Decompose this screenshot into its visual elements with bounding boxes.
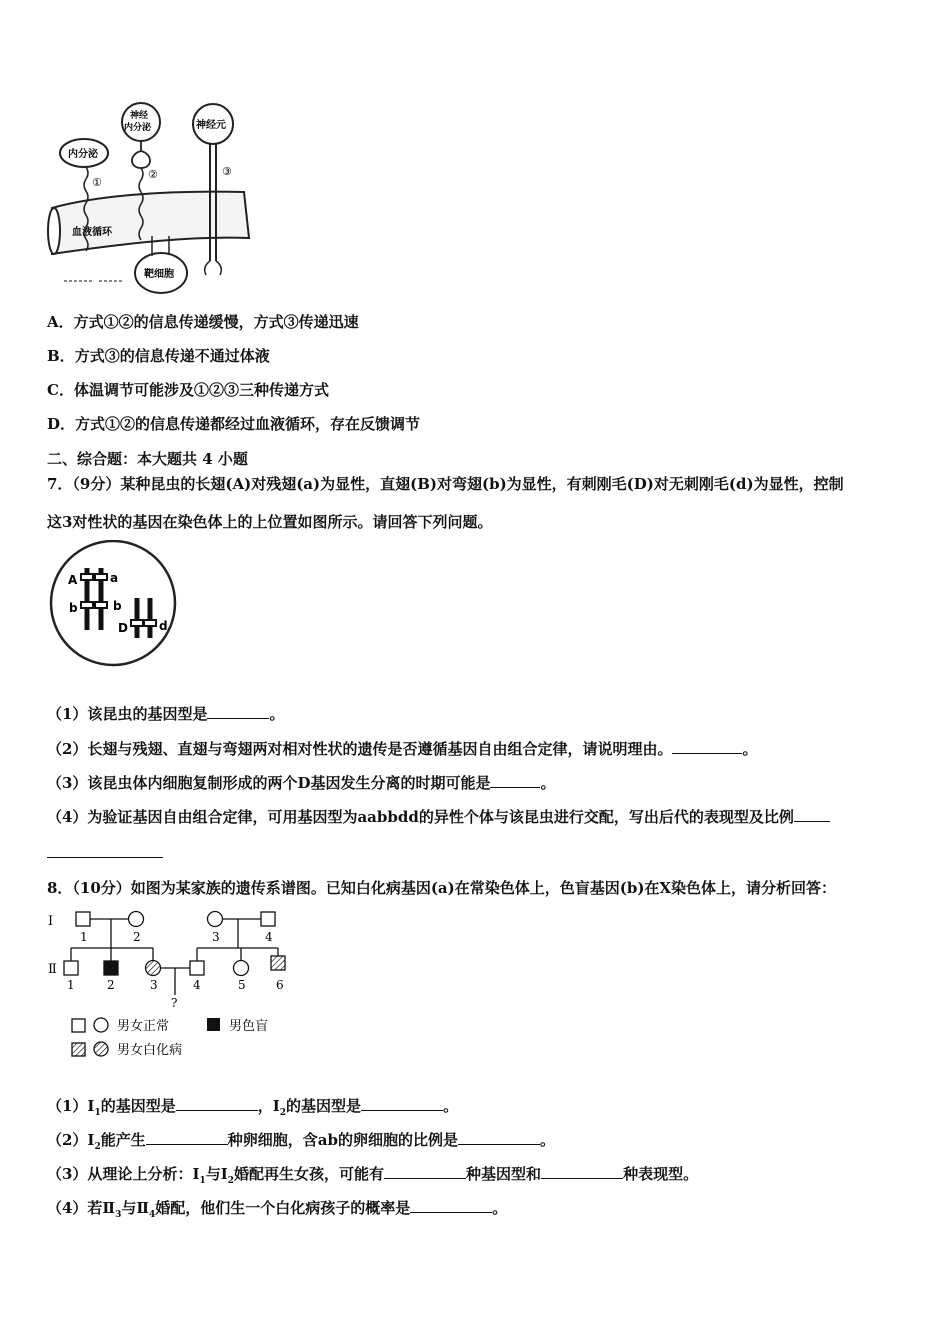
q7-stem-line1: 7．（9分）某种昆虫的长翅(A)对残翅(a)为显性，直翅(B)对弯翅(b)为显性，有刺刚毛(D)对无刺刚毛(d)为显性，控制 (47, 475, 844, 493)
allele-d: d (159, 619, 168, 633)
option-b: B．方式③的信息传递不通过体液 (47, 347, 270, 365)
allele-b-left: b (69, 601, 78, 615)
II-3-female-albinism (146, 961, 161, 976)
mark-3: ③ (222, 165, 232, 178)
allele-a: a (110, 571, 119, 585)
legend-male-albinism-symbol (72, 1043, 85, 1056)
legend-colorblind-symbol (207, 1018, 220, 1031)
q8-stem: 8．（10分）如图为某家族的遗传系谱图。已知白化病基因(a)在常染色体上，色盲基因(b)在X染色体上，请分析回答： (47, 879, 837, 897)
II-5-female-normal (234, 961, 249, 976)
legend-female-albinism-symbol (94, 1042, 108, 1056)
I-2-female-normal (129, 912, 144, 927)
q7-sub2: （2）长翅与残翅、直翅与弯翅两对相对性状的遗传是否遵循基因自由组合定律，请说明理由。 。 (47, 740, 758, 758)
allele-A: A (68, 573, 78, 587)
offspring-question-mark: ? (171, 996, 178, 1010)
mark-1: ① (92, 176, 102, 189)
q7-sub4: （4）为验证基因自由组合定律，可用基因型为aabbdd的异性个体与该昆虫进行交配，写出后代的表现型及比例 (47, 806, 830, 827)
q7-sub3: （3）该昆虫体内细胞复制形成的两个D基因发生分离的时期可能是 。 (47, 774, 556, 792)
label-II-3: 3 (150, 978, 158, 992)
endocrine-label: 内分泌 (68, 149, 98, 160)
option-c: C．体温调节可能涉及①②③三种传递方式 (47, 381, 329, 399)
signal-transfer-diagram (44, 96, 254, 301)
label-I-4: 4 (265, 930, 273, 944)
target-cell-label: 靶细胞 (144, 269, 174, 280)
II-6-male-albinism (271, 956, 285, 970)
legend-albinism-label: 男女白化病 (117, 1043, 183, 1058)
legend-colorblind-label: 男色盲 (229, 1019, 269, 1034)
label-I-3: 3 (212, 930, 220, 944)
allele-D: D (118, 621, 128, 635)
chromosome-diagram (47, 540, 182, 668)
section-heading: 二、综合题：本大题共 4 小题 (47, 450, 248, 468)
legend-male-normal-symbol (72, 1019, 85, 1032)
legend-normal-label: 男女正常 (117, 1019, 170, 1034)
mark-2: ② (148, 168, 158, 181)
option-a: A．方式①②的信息传递缓慢，方式③传递迅速 (47, 313, 359, 331)
allele-b-right: b (113, 599, 122, 613)
neuroendocrine-label-1: 神经 (130, 111, 149, 121)
q8-sub1: $(1)Ⅰ_1$的基因型是 ，$Ⅰ_2$的基因型是 。 (47, 1097, 459, 1118)
I-4-male-normal (261, 912, 275, 926)
label-II-2: 2 (107, 978, 115, 992)
generation-II: Ⅱ (48, 962, 57, 977)
label-II-6: 6 (276, 978, 284, 992)
label-II-4: 4 (193, 978, 201, 992)
blood-circulation-label: 血液循环 (72, 227, 112, 238)
pedigree-chart (45, 905, 305, 1065)
q8-sub4: （4）若$Ⅱ_3$与$Ⅱ_4$婚配，他们生一个白化病孩子的概率是 。 (47, 1199, 508, 1220)
q8-sub3: （3）从理论上分析：$Ⅰ_1$与$Ⅰ_2$婚配再生女孩，可能有 种基因型和 种表现型。 (47, 1165, 699, 1186)
II-4-male-normal (190, 961, 204, 975)
q8-sub2: $(2)Ⅰ_2$能产生 种卵细胞，含ab的卵细胞的比例是 。 (47, 1131, 555, 1152)
neuroendocrine-label-2: 内分泌 (124, 123, 152, 133)
label-II-5: 5 (238, 978, 246, 992)
legend-female-normal-symbol (94, 1018, 108, 1032)
II-1-male-normal (64, 961, 78, 975)
I-1-male-normal (76, 912, 90, 926)
q7-stem-line2: 这3对性状的基因在染色体上的上位置如图所示。请回答下列问题。 (47, 513, 493, 531)
label-II-1: 1 (67, 978, 75, 992)
option-d: D．方式①②的信息传递都经过血液循环，存在反馈调节 (47, 415, 421, 433)
II-2-male-colorblind (104, 961, 118, 975)
label-I-2: 2 (133, 930, 141, 944)
q7-sub4-answer-line (47, 857, 163, 858)
label-I-1: 1 (80, 930, 88, 944)
I-3-female-normal (208, 912, 223, 927)
generation-I: Ⅰ (48, 914, 54, 929)
q7-sub1: （1）该昆虫的基因型是 。 (47, 705, 285, 723)
neuron-label: 神经元 (196, 120, 226, 131)
